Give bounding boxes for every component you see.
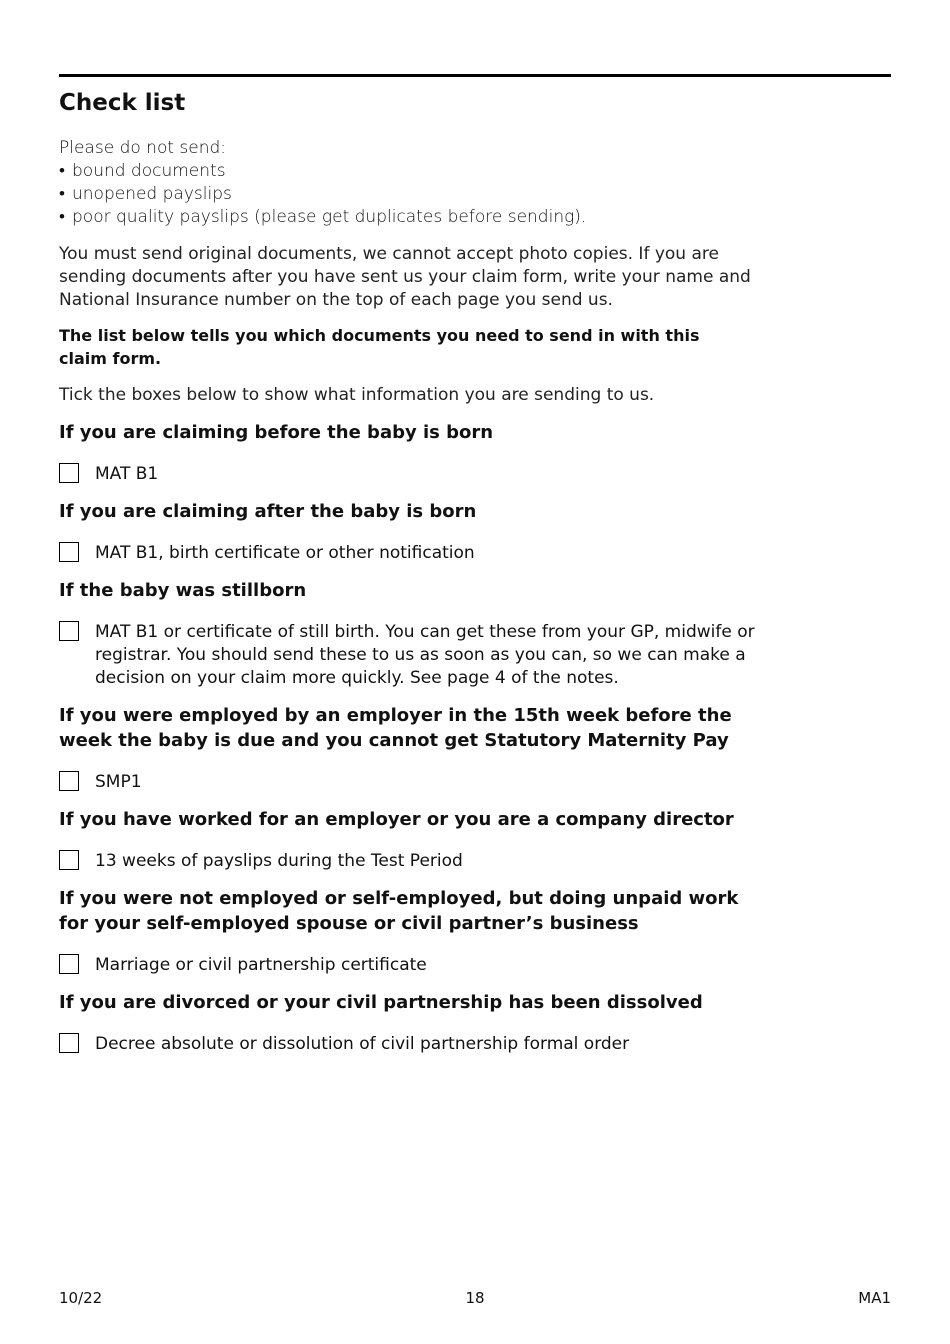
- section-heading: If you are claiming after the baby is born: [59, 501, 477, 522]
- checklist-item: [59, 954, 891, 977]
- section-heading: If you are divorced or your civil partnership has been dissolved: [59, 992, 703, 1013]
- checklist-item: [59, 850, 891, 873]
- section-heading: If the baby was stillborn: [59, 580, 307, 601]
- section-heading: If you have worked for an employer or you are a company director: [59, 809, 734, 830]
- page-content: [59, 74, 891, 1066]
- checklist-item: [59, 1033, 891, 1056]
- checklist-item-label: 13 weeks of payslips during the Test Period: [95, 851, 463, 871]
- checklist-item-label: Decree absolute or dissolution of civil partnership formal order: [95, 1034, 630, 1054]
- checkbox-birth-certificate[interactable]: [59, 542, 79, 562]
- section-after-birth: [59, 499, 891, 565]
- section-heading: If you were employed by an employer in the 15th week before the week the baby is due and you cannot get Statutory Maternity Pay: [59, 705, 732, 751]
- checkbox-decree-absolute[interactable]: [59, 1033, 79, 1053]
- checkbox-smp1[interactable]: [59, 771, 79, 791]
- footer-page-number: 18: [465, 1289, 485, 1307]
- checkbox-marriage-certificate[interactable]: [59, 954, 79, 974]
- section-divorced: [59, 990, 891, 1056]
- section-stillborn: [59, 578, 891, 690]
- top-rule: [59, 74, 891, 77]
- section-payslips: [59, 807, 891, 873]
- checklist-item: [59, 542, 891, 565]
- checkbox-mat-b1[interactable]: [59, 463, 79, 483]
- section-smp1: [59, 703, 891, 794]
- section-unpaid-work: [59, 886, 891, 977]
- section-before-birth: [59, 420, 891, 486]
- checklist-item-label: Marriage or civil partnership certificate: [95, 955, 427, 975]
- do-not-send-list: [59, 160, 779, 229]
- list-item: • bound documents: [59, 160, 779, 183]
- checklist-item-label: MAT B1: [95, 464, 159, 484]
- checklist-item-label: MAT B1, birth certificate or other notification: [95, 543, 475, 563]
- footer-date-code: 10/22: [59, 1289, 103, 1307]
- tick-instruction: Tick the boxes below to show what information you are sending to us.: [59, 385, 655, 405]
- page-title: Check list: [59, 90, 186, 116]
- checklist-item: [59, 463, 891, 486]
- checklist-item: [59, 621, 891, 690]
- checklist-item: [59, 771, 891, 794]
- checklist-item-label: SMP1: [95, 772, 142, 792]
- section-heading: If you are claiming before the baby is born: [59, 422, 494, 443]
- checklist-item-label: MAT B1 or certificate of still birth. You can get these from your GP, midwife or registrar. You should send these to us as soon as you can, so we can make a decision on your claim more quickly. See page 4 of the notes.: [95, 622, 755, 688]
- checkbox-still-birth-certificate[interactable]: [59, 621, 79, 641]
- footer-form-code: MA1: [858, 1289, 891, 1307]
- do-not-send-block: [59, 137, 779, 229]
- list-notice: The list below tells you which documents you need to send in with this claim form.: [59, 326, 700, 368]
- list-item: • unopened payslips: [59, 183, 779, 206]
- do-not-send-lead: Please do not send:: [59, 138, 227, 158]
- checkbox-payslips[interactable]: [59, 850, 79, 870]
- original-documents-note: You must send original documents, we cannot accept photo copies. If you are sending documents after you have sent us your claim form, write your name and National Insurance number on the top of each page you send us.: [59, 244, 751, 310]
- list-item: • poor quality payslips (please get duplicates before sending).: [59, 206, 779, 229]
- section-heading: If you were not employed or self-employed, but doing unpaid work for your self-employed spouse or civil partner’s business: [59, 888, 739, 934]
